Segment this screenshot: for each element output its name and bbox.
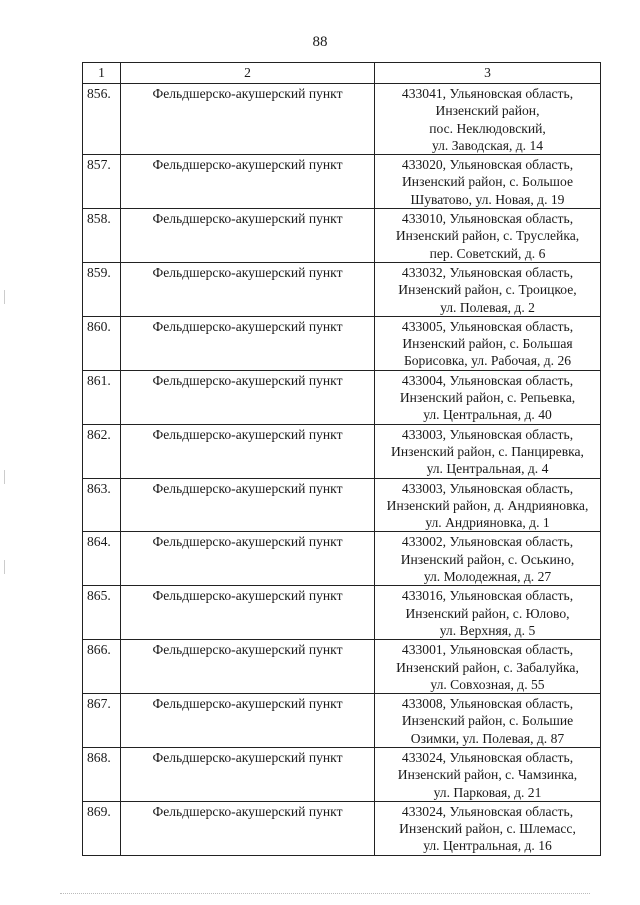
address-line: 433003, Ульяновская область, bbox=[401, 480, 574, 496]
facility-name: Фельдшерско-акушерский пункт bbox=[121, 532, 375, 586]
facility-address bbox=[375, 209, 601, 263]
address-line: пер. Советский, д. 6 bbox=[429, 245, 546, 261]
address-line: Инзенский район, с. Троицкое, bbox=[398, 282, 577, 298]
row-number: 869. bbox=[83, 801, 121, 855]
facility-name: Фельдшерско-акушерский пункт bbox=[121, 640, 375, 694]
table-row bbox=[83, 84, 601, 155]
row-number: 866. bbox=[83, 640, 121, 694]
address-line: ул. Заводская, д. 14 bbox=[431, 137, 544, 153]
address-line: 433003, Ульяновская область, bbox=[401, 426, 574, 442]
facility-name: Фельдшерско-акушерский пункт bbox=[121, 155, 375, 209]
facility-address bbox=[375, 694, 601, 748]
facilities-table bbox=[82, 62, 601, 856]
address-line: Инзенский район, с. Шлемасс, bbox=[399, 821, 576, 837]
address-line: Инзенский район, с. Труслейка, bbox=[395, 228, 580, 244]
facility-name: Фельдшерско-акушерский пункт bbox=[121, 370, 375, 424]
facility-name: Фельдшерско-акушерский пункт bbox=[121, 801, 375, 855]
address-line: Инзенский район, с. Большие bbox=[401, 713, 574, 729]
facility-address bbox=[375, 155, 601, 209]
address-line: 433024, Ульяновская область, bbox=[401, 749, 574, 765]
facility-address bbox=[375, 801, 601, 855]
facility-name: Фельдшерско-акушерский пункт bbox=[121, 586, 375, 640]
row-number: 857. bbox=[83, 155, 121, 209]
row-number: 859. bbox=[83, 262, 121, 316]
address-line: ул. Центральная, д. 40 bbox=[423, 407, 552, 423]
table-row bbox=[83, 155, 601, 209]
facility-address bbox=[375, 640, 601, 694]
address-line: 433041, Ульяновская область, bbox=[401, 86, 574, 101]
row-number: 864. bbox=[83, 532, 121, 586]
table-row bbox=[83, 424, 601, 478]
scan-margin-mark bbox=[4, 560, 5, 574]
address-line: ул. Центральная, д. 16 bbox=[423, 838, 552, 854]
facility-name: Фельдшерско-акушерский пункт bbox=[121, 478, 375, 532]
table-row bbox=[83, 801, 601, 855]
address-line: 433008, Ульяновская область, bbox=[401, 696, 574, 712]
address-line: 433010, Ульяновская область, bbox=[401, 211, 574, 227]
facility-address bbox=[375, 84, 601, 155]
table-body bbox=[83, 84, 601, 856]
scan-edge-dots bbox=[60, 893, 590, 895]
address-line: ул. Центральная, д. 4 bbox=[426, 461, 549, 477]
address-line: 433001, Ульяновская область, bbox=[401, 642, 574, 658]
facility-name: Фельдшерско-акушерский пункт bbox=[121, 424, 375, 478]
address-line: Инзенский район, с. Чамзинка, bbox=[397, 767, 578, 783]
table-row bbox=[83, 640, 601, 694]
facility-name: Фельдшерско-акушерский пункт bbox=[121, 747, 375, 801]
address-line: Инзенский район, с. Юлово, bbox=[405, 605, 570, 621]
column-header-name: 2 bbox=[121, 63, 375, 84]
scan-margin-mark bbox=[4, 290, 5, 304]
facility-address bbox=[375, 424, 601, 478]
table-row bbox=[83, 370, 601, 424]
page-number: 88 bbox=[312, 34, 328, 50]
table-row bbox=[83, 262, 601, 316]
facility-name: Фельдшерско-акушерский пункт bbox=[121, 84, 375, 155]
row-number: 867. bbox=[83, 694, 121, 748]
column-header-number: 1 bbox=[83, 63, 121, 84]
facility-name: Фельдшерско-акушерский пункт bbox=[121, 316, 375, 370]
address-line: 433024, Ульяновская область, bbox=[401, 803, 574, 819]
row-number: 865. bbox=[83, 586, 121, 640]
facility-address bbox=[375, 262, 601, 316]
address-line: Инзенский район, с. Большая bbox=[402, 336, 573, 352]
row-number: 858. bbox=[83, 209, 121, 263]
table-row bbox=[83, 478, 601, 532]
address-line: ул. Андрияновка, д. 1 bbox=[425, 515, 550, 531]
row-number: 862. bbox=[83, 424, 121, 478]
address-line: 433020, Ульяновская область, bbox=[401, 157, 574, 173]
address-line: Инзенский район, с. Репьевка, bbox=[399, 390, 576, 406]
address-line: Борисовка, ул. Рабочая, д. 26 bbox=[403, 353, 572, 369]
facility-address bbox=[375, 370, 601, 424]
row-number: 860. bbox=[83, 316, 121, 370]
address-line: Озимки, ул. Полевая, д. 87 bbox=[410, 730, 565, 746]
address-line: 433005, Ульяновская область, bbox=[401, 318, 574, 334]
facility-address bbox=[375, 586, 601, 640]
address-line: Инзенский район, bbox=[435, 103, 540, 119]
address-line: пос. Неклюдовский, bbox=[429, 120, 546, 136]
facility-name: Фельдшерско-акушерский пункт bbox=[121, 694, 375, 748]
address-line: 433032, Ульяновская область, bbox=[401, 264, 574, 280]
facility-name: Фельдшерско-акушерский пункт bbox=[121, 262, 375, 316]
address-line: ул. Верхняя, д. 5 bbox=[439, 622, 536, 638]
address-line: Инзенский район, с. Оськино, bbox=[400, 551, 575, 567]
address-line: Инзенский район, д. Андрияновка, bbox=[386, 497, 589, 513]
address-line: Шуватово, ул. Новая, д. 19 bbox=[410, 191, 565, 207]
address-line: ул. Парковая, д. 21 bbox=[433, 784, 542, 800]
address-line: 433004, Ульяновская область, bbox=[401, 372, 574, 388]
address-line: 433016, Ульяновская область, bbox=[401, 588, 574, 604]
column-header-address: 3 bbox=[375, 63, 601, 84]
address-line: Инзенский район, с. Панциревка, bbox=[391, 443, 584, 459]
table-row bbox=[83, 316, 601, 370]
facility-name: Фельдшерско-акушерский пункт bbox=[121, 209, 375, 263]
scan-margin-mark bbox=[4, 470, 5, 484]
table-row bbox=[83, 747, 601, 801]
table-row bbox=[83, 694, 601, 748]
table-row bbox=[83, 532, 601, 586]
address-line: ул. Полевая, д. 2 bbox=[440, 299, 535, 315]
row-number: 856. bbox=[83, 84, 121, 155]
row-number: 863. bbox=[83, 478, 121, 532]
address-line: ул. Совхозная, д. 55 bbox=[430, 676, 545, 692]
row-number: 868. bbox=[83, 747, 121, 801]
facility-address bbox=[375, 747, 601, 801]
address-line: 433002, Ульяновская область, bbox=[401, 534, 574, 550]
row-number: 861. bbox=[83, 370, 121, 424]
facility-address bbox=[375, 478, 601, 532]
table-header-row bbox=[83, 63, 601, 84]
table-row bbox=[83, 586, 601, 640]
address-line: Инзенский район, с. Большое bbox=[401, 174, 574, 190]
address-line: ул. Молодежная, д. 27 bbox=[423, 569, 552, 585]
table-row bbox=[83, 209, 601, 263]
address-line: Инзенский район, с. Забалуйка, bbox=[396, 659, 579, 675]
facility-address bbox=[375, 316, 601, 370]
facility-address bbox=[375, 532, 601, 586]
